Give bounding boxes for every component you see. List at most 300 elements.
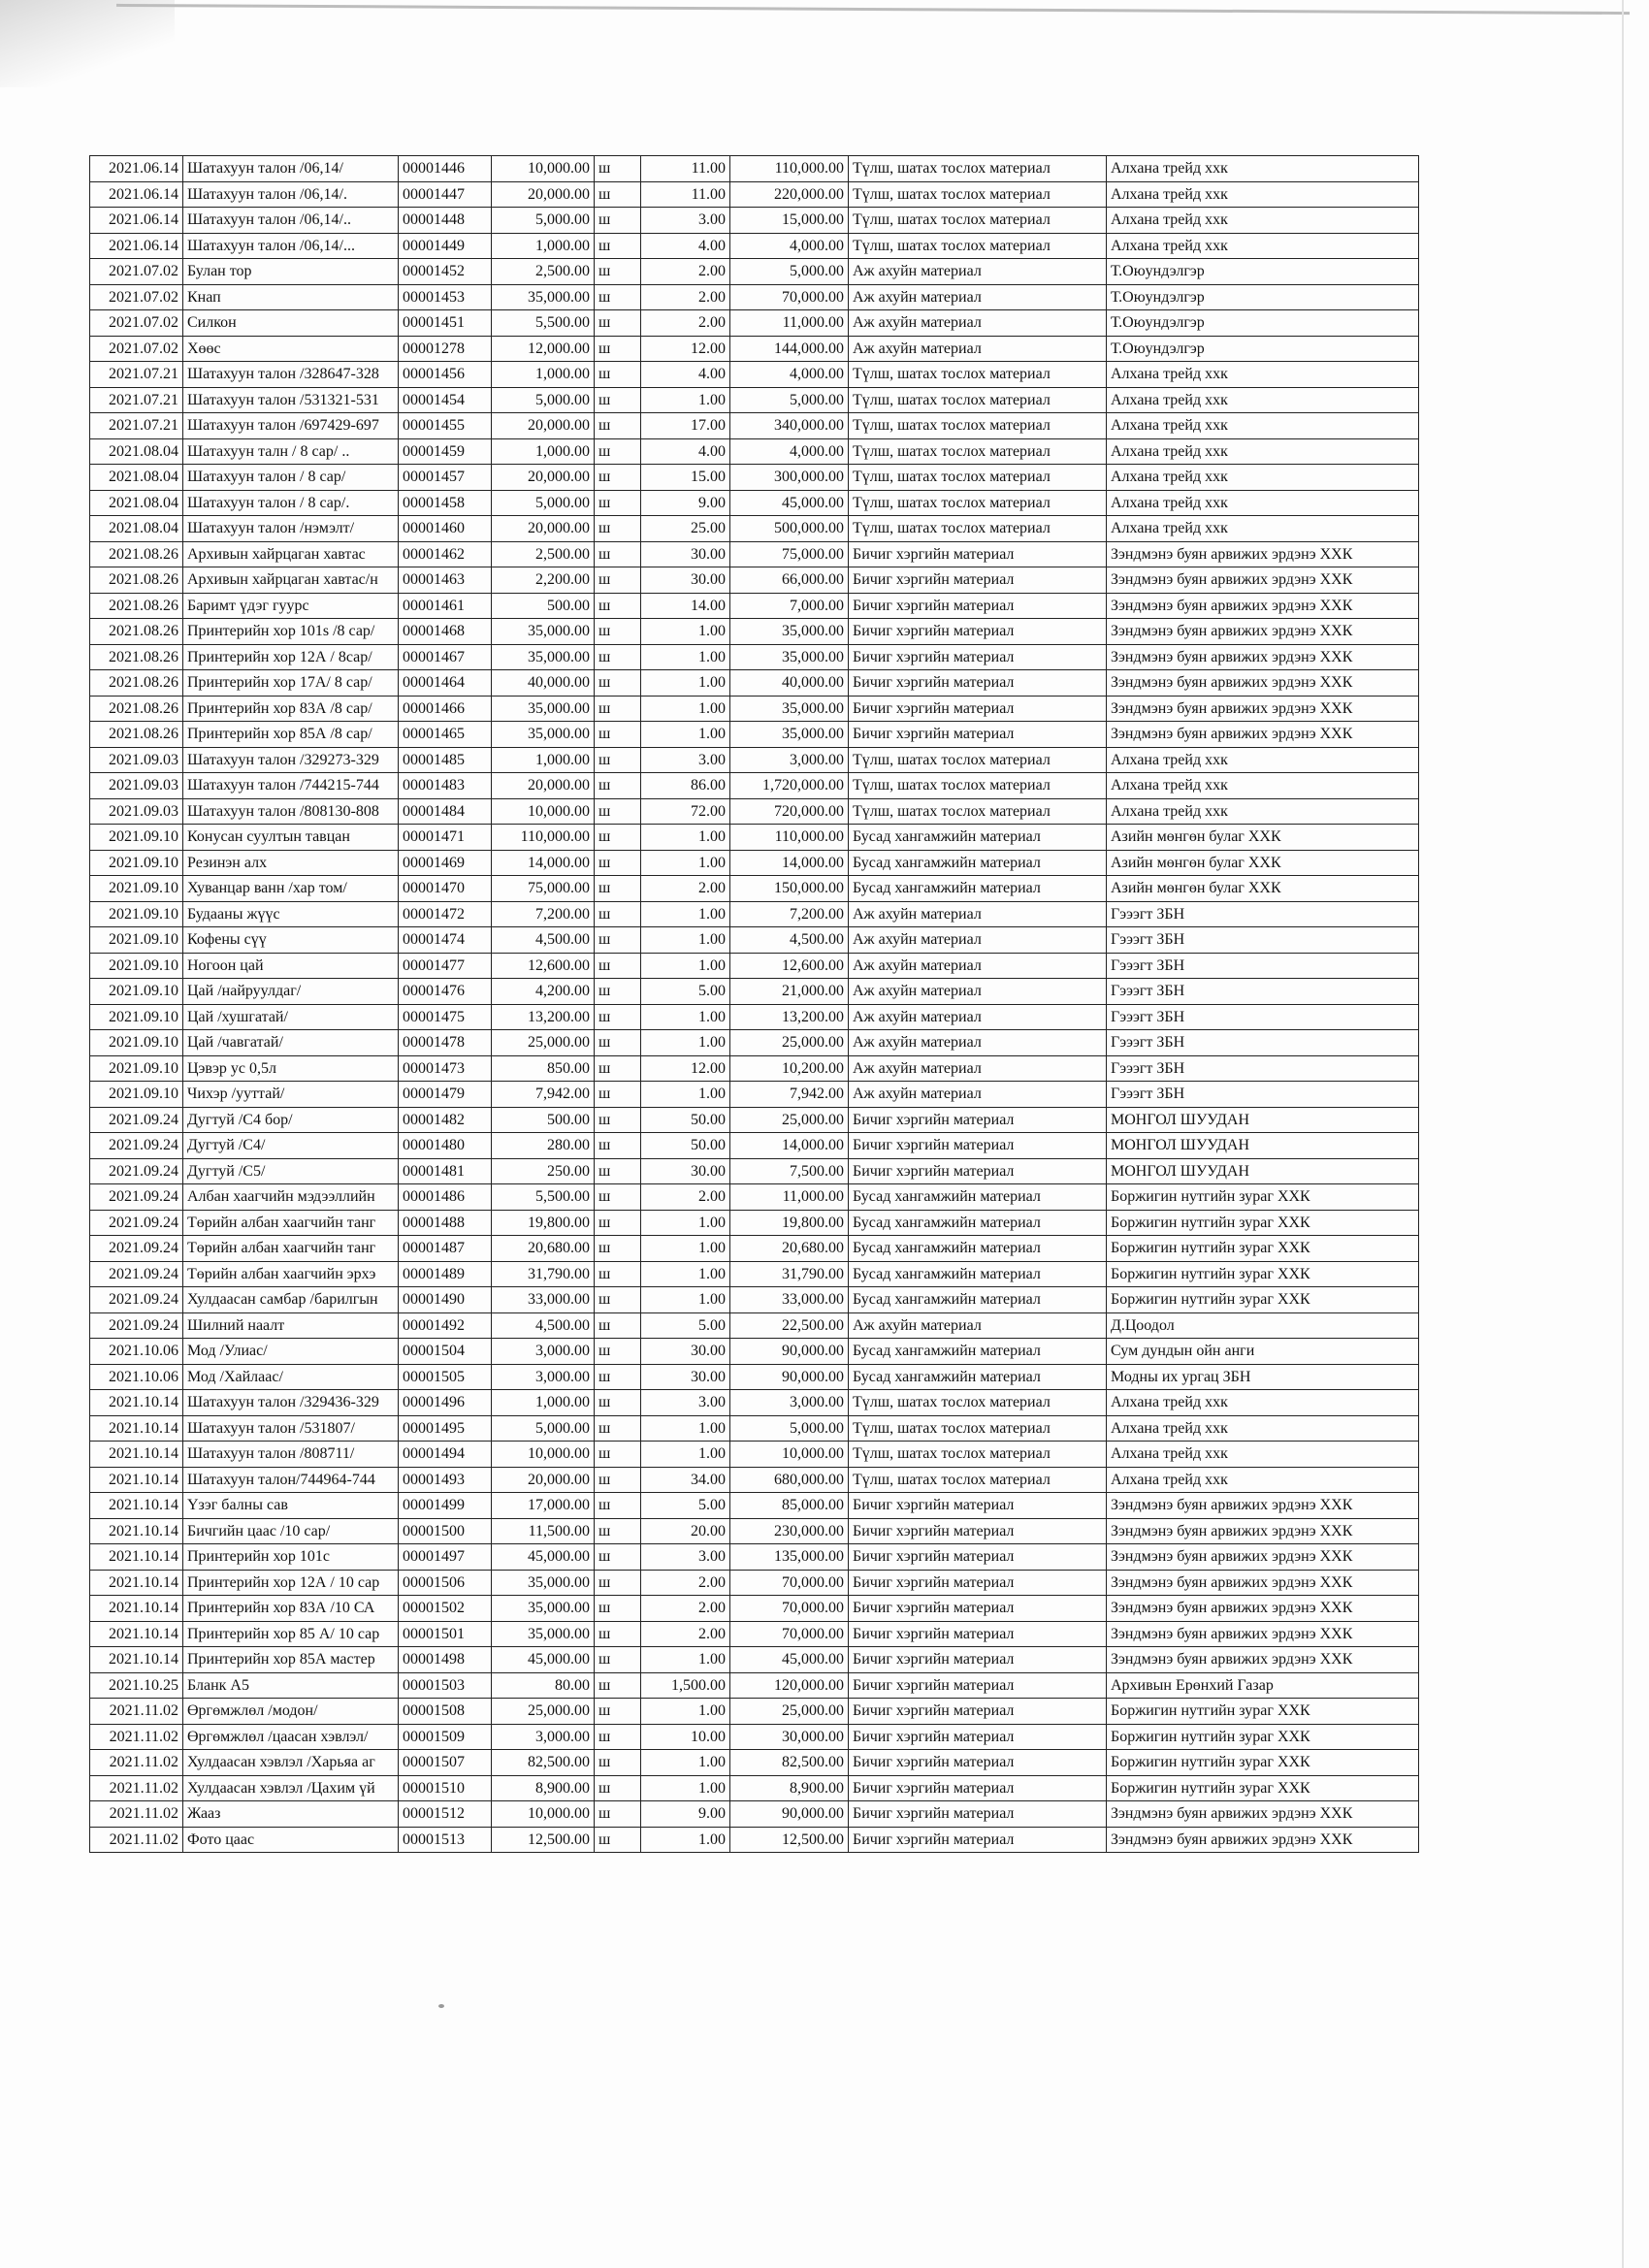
item-name-cell: Цай /чавгатай/	[183, 1030, 399, 1056]
unit-cell: ш	[595, 208, 641, 234]
category-cell: Бичиг хэргийн материал	[849, 722, 1107, 748]
category-cell: Аж ахуйн материал	[849, 927, 1107, 954]
amount-cell: 7,500.00	[730, 1158, 849, 1184]
amount-cell: 20,680.00	[730, 1236, 849, 1262]
item-name-cell: Шатахуун талон /328647-328	[183, 362, 399, 388]
amount-cell: 4,000.00	[730, 233, 849, 259]
item-name-cell: Принтерийн хор 85А мастер	[183, 1647, 399, 1673]
code-cell: 00001460	[399, 516, 492, 542]
table-row	[90, 1672, 1419, 1699]
category-cell: Бичиг хэргийн материал	[849, 1775, 1107, 1801]
unit-cell: ш	[595, 1544, 641, 1571]
table-row	[90, 747, 1419, 773]
quantity-cell: 1.00	[641, 927, 730, 954]
supplier-cell: Азийн мөнгөн булаг ХХК	[1107, 850, 1419, 876]
category-cell: Түлш, шатах тослох материал	[849, 208, 1107, 234]
item-name-cell: Бичгийн цаас /10 сар/	[183, 1518, 399, 1544]
unit-price-cell: 1,000.00	[492, 233, 595, 259]
category-cell: Бичиг хэргийн материал	[849, 593, 1107, 619]
table-row	[90, 1312, 1419, 1339]
unit-price-cell: 31,790.00	[492, 1261, 595, 1287]
item-name-cell: Шатахуун талон /531807/	[183, 1415, 399, 1442]
code-cell: 00001500	[399, 1518, 492, 1544]
date-cell: 2021.09.24	[90, 1261, 183, 1287]
table-row	[90, 1699, 1419, 1725]
supplier-cell: Боржигин нутгийн зураг ХХК	[1107, 1184, 1419, 1211]
category-cell: Түлш, шатах тослох материал	[849, 438, 1107, 465]
date-cell: 2021.10.14	[90, 1518, 183, 1544]
item-name-cell: Шатахуун талон /06,14/..	[183, 208, 399, 234]
ledger-table	[89, 155, 1419, 1853]
unit-price-cell: 1,000.00	[492, 362, 595, 388]
date-cell: 2021.10.14	[90, 1442, 183, 1468]
date-cell: 2021.10.06	[90, 1339, 183, 1365]
code-cell: 00001489	[399, 1261, 492, 1287]
code-cell: 00001487	[399, 1236, 492, 1262]
supplier-cell: Боржигин нутгийн зураг ХХК	[1107, 1724, 1419, 1750]
item-name-cell: Хулдаасан хэвлэл /Цахим үй	[183, 1775, 399, 1801]
date-cell: 2021.09.10	[90, 850, 183, 876]
quantity-cell: 2.00	[641, 1570, 730, 1596]
date-cell: 2021.10.14	[90, 1570, 183, 1596]
date-cell: 2021.09.10	[90, 825, 183, 851]
table-row	[90, 465, 1419, 491]
quantity-cell: 1.00	[641, 1082, 730, 1108]
unit-cell: ш	[595, 1030, 641, 1056]
unit-cell: ш	[595, 490, 641, 516]
item-name-cell: Шатахуун талон / 8 сар/.	[183, 490, 399, 516]
amount-cell: 7,200.00	[730, 901, 849, 927]
code-cell: 00001510	[399, 1775, 492, 1801]
unit-price-cell: 10,000.00	[492, 1801, 595, 1828]
date-cell: 2021.09.10	[90, 1030, 183, 1056]
table-row	[90, 1210, 1419, 1236]
ledger-body	[90, 156, 1419, 1853]
scan-edge-right	[1622, 0, 1624, 2268]
category-cell: Бусад хангамжийн материал	[849, 850, 1107, 876]
table-row	[90, 798, 1419, 825]
unit-price-cell: 3,000.00	[492, 1339, 595, 1365]
unit-cell: ш	[595, 310, 641, 337]
quantity-cell: 2.00	[641, 1184, 730, 1211]
supplier-cell: Д.Цоодол	[1107, 1312, 1419, 1339]
amount-cell: 340,000.00	[730, 413, 849, 439]
item-name-cell: Цай /найруулдаг/	[183, 979, 399, 1005]
date-cell: 2021.08.26	[90, 722, 183, 748]
unit-price-cell: 80.00	[492, 1672, 595, 1699]
quantity-cell: 1.00	[641, 696, 730, 722]
supplier-cell: Алхана трейд ххк	[1107, 387, 1419, 413]
quantity-cell: 12.00	[641, 336, 730, 362]
table-row	[90, 644, 1419, 670]
supplier-cell: Сум дундын ойн анги	[1107, 1339, 1419, 1365]
table-row	[90, 850, 1419, 876]
table-row	[90, 567, 1419, 594]
supplier-cell: Гэээгт ЗБН	[1107, 979, 1419, 1005]
amount-cell: 5,000.00	[730, 387, 849, 413]
amount-cell: 110,000.00	[730, 825, 849, 851]
unit-cell: ш	[595, 362, 641, 388]
category-cell: Түлш, шатах тослох материал	[849, 747, 1107, 773]
unit-cell: ш	[595, 1210, 641, 1236]
date-cell: 2021.09.24	[90, 1312, 183, 1339]
supplier-cell: Модны их ургац ЗБН	[1107, 1364, 1419, 1390]
table-row	[90, 516, 1419, 542]
unit-price-cell: 2,500.00	[492, 541, 595, 567]
unit-price-cell: 12,600.00	[492, 953, 595, 979]
unit-price-cell: 45,000.00	[492, 1544, 595, 1571]
table-row	[90, 1493, 1419, 1519]
amount-cell: 12,600.00	[730, 953, 849, 979]
unit-price-cell: 35,000.00	[492, 619, 595, 645]
quantity-cell: 2.00	[641, 876, 730, 902]
date-cell: 2021.09.24	[90, 1287, 183, 1313]
quantity-cell: 4.00	[641, 362, 730, 388]
unit-price-cell: 20,000.00	[492, 181, 595, 208]
unit-cell: ш	[595, 1750, 641, 1776]
table-row	[90, 1621, 1419, 1647]
amount-cell: 33,000.00	[730, 1287, 849, 1313]
date-cell: 2021.08.26	[90, 619, 183, 645]
unit-cell: ш	[595, 1442, 641, 1468]
code-cell: 00001507	[399, 1750, 492, 1776]
category-cell: Аж ахуйн материал	[849, 1312, 1107, 1339]
unit-price-cell: 7,200.00	[492, 901, 595, 927]
unit-cell: ш	[595, 1133, 641, 1159]
date-cell: 2021.10.14	[90, 1493, 183, 1519]
category-cell: Бичиг хэргийн материал	[849, 696, 1107, 722]
code-cell: 00001466	[399, 696, 492, 722]
date-cell: 2021.11.02	[90, 1775, 183, 1801]
table-row	[90, 979, 1419, 1005]
unit-cell: ш	[595, 1236, 641, 1262]
table-row	[90, 208, 1419, 234]
table-row	[90, 619, 1419, 645]
unit-price-cell: 33,000.00	[492, 1287, 595, 1313]
unit-cell: ш	[595, 798, 641, 825]
date-cell: 2021.09.10	[90, 901, 183, 927]
item-name-cell: Архивын хайрцаган хавтас	[183, 541, 399, 567]
unit-cell: ш	[595, 1647, 641, 1673]
unit-price-cell: 75,000.00	[492, 876, 595, 902]
supplier-cell: МОНГОЛ ШУУДАН	[1107, 1107, 1419, 1133]
item-name-cell: Төрийн албан хаагчийн танг	[183, 1236, 399, 1262]
item-name-cell: Принтерийн хор 101с	[183, 1544, 399, 1571]
date-cell: 2021.07.21	[90, 387, 183, 413]
unit-price-cell: 20,000.00	[492, 773, 595, 799]
amount-cell: 75,000.00	[730, 541, 849, 567]
unit-price-cell: 11,500.00	[492, 1518, 595, 1544]
amount-cell: 144,000.00	[730, 336, 849, 362]
code-cell: 00001459	[399, 438, 492, 465]
supplier-cell: Боржигин нутгийн зураг ХХК	[1107, 1236, 1419, 1262]
unit-cell: ш	[595, 1493, 641, 1519]
date-cell: 2021.09.24	[90, 1158, 183, 1184]
code-cell: 00001508	[399, 1699, 492, 1725]
category-cell: Түлш, шатах тослох материал	[849, 362, 1107, 388]
table-row	[90, 259, 1419, 285]
category-cell: Бусад хангамжийн материал	[849, 1210, 1107, 1236]
code-cell: 00001488	[399, 1210, 492, 1236]
date-cell: 2021.09.24	[90, 1210, 183, 1236]
item-name-cell: Баримт үдэг гуурс	[183, 593, 399, 619]
unit-price-cell: 3,000.00	[492, 1364, 595, 1390]
amount-cell: 14,000.00	[730, 850, 849, 876]
quantity-cell: 5.00	[641, 1312, 730, 1339]
unit-cell: ш	[595, 284, 641, 310]
table-row	[90, 927, 1419, 954]
table-row	[90, 387, 1419, 413]
page-fold-shadow	[0, 0, 175, 87]
code-cell: 00001454	[399, 387, 492, 413]
date-cell: 2021.09.10	[90, 1004, 183, 1030]
table-row	[90, 1544, 1419, 1571]
table-row	[90, 1133, 1419, 1159]
table-row	[90, 1570, 1419, 1596]
table-row	[90, 490, 1419, 516]
unit-cell: ш	[595, 773, 641, 799]
unit-cell: ш	[595, 541, 641, 567]
table-row	[90, 336, 1419, 362]
supplier-cell: Алхана трейд ххк	[1107, 747, 1419, 773]
unit-price-cell: 20,000.00	[492, 413, 595, 439]
unit-price-cell: 280.00	[492, 1133, 595, 1159]
code-cell: 00001484	[399, 798, 492, 825]
unit-price-cell: 25,000.00	[492, 1030, 595, 1056]
category-cell: Бусад хангамжийн материал	[849, 825, 1107, 851]
quantity-cell: 1.00	[641, 901, 730, 927]
unit-price-cell: 12,500.00	[492, 1827, 595, 1853]
supplier-cell: Зэндмэнэ буян арвижих эрдэнэ ХХК	[1107, 1647, 1419, 1673]
supplier-cell: МОНГОЛ ШУУДАН	[1107, 1158, 1419, 1184]
item-name-cell: Кофены сүү	[183, 927, 399, 954]
category-cell: Түлш, шатах тослох материал	[849, 181, 1107, 208]
unit-cell: ш	[595, 1055, 641, 1082]
quantity-cell: 5.00	[641, 979, 730, 1005]
unit-cell: ш	[595, 1672, 641, 1699]
amount-cell: 230,000.00	[730, 1518, 849, 1544]
item-name-cell: Шатахуун талон/744964-744	[183, 1467, 399, 1493]
table-row	[90, 670, 1419, 697]
amount-cell: 8,900.00	[730, 1775, 849, 1801]
supplier-cell: Архивын Ерөнхий Газар	[1107, 1672, 1419, 1699]
unit-cell: ш	[595, 722, 641, 748]
quantity-cell: 2.00	[641, 310, 730, 337]
code-cell: 00001512	[399, 1801, 492, 1828]
quantity-cell: 1.00	[641, 644, 730, 670]
table-row	[90, 1004, 1419, 1030]
quantity-cell: 30.00	[641, 1158, 730, 1184]
category-cell: Аж ахуйн материал	[849, 901, 1107, 927]
code-cell: 00001472	[399, 901, 492, 927]
category-cell: Бусад хангамжийн материал	[849, 1236, 1107, 1262]
item-name-cell: Хуванцар ванн /хар том/	[183, 876, 399, 902]
date-cell: 2021.11.02	[90, 1827, 183, 1853]
amount-cell: 40,000.00	[730, 670, 849, 697]
supplier-cell: Зэндмэнэ буян арвижих эрдэнэ ХХК	[1107, 567, 1419, 594]
code-cell: 00001467	[399, 644, 492, 670]
amount-cell: 45,000.00	[730, 1647, 849, 1673]
date-cell: 2021.10.06	[90, 1364, 183, 1390]
table-row	[90, 1390, 1419, 1416]
unit-price-cell: 5,000.00	[492, 490, 595, 516]
item-name-cell: Төрийн албан хаагчийн эрхэ	[183, 1261, 399, 1287]
item-name-cell: Өргөмжлөл /модон/	[183, 1699, 399, 1725]
supplier-cell: Зэндмэнэ буян арвижих эрдэнэ ХХК	[1107, 619, 1419, 645]
code-cell: 00001483	[399, 773, 492, 799]
table-row	[90, 541, 1419, 567]
code-cell: 00001495	[399, 1415, 492, 1442]
category-cell: Бусад хангамжийн материал	[849, 876, 1107, 902]
table-row	[90, 901, 1419, 927]
supplier-cell: Зэндмэнэ буян арвижих эрдэнэ ХХК	[1107, 696, 1419, 722]
amount-cell: 5,000.00	[730, 1415, 849, 1442]
code-cell: 00001452	[399, 259, 492, 285]
date-cell: 2021.08.04	[90, 516, 183, 542]
category-cell: Бичиг хэргийн материал	[849, 1827, 1107, 1853]
supplier-cell: Боржигин нутгийн зураг ХХК	[1107, 1775, 1419, 1801]
date-cell: 2021.07.21	[90, 362, 183, 388]
category-cell: Бичиг хэргийн материал	[849, 1724, 1107, 1750]
date-cell: 2021.08.04	[90, 490, 183, 516]
amount-cell: 300,000.00	[730, 465, 849, 491]
date-cell: 2021.10.14	[90, 1467, 183, 1493]
quantity-cell: 1.00	[641, 1210, 730, 1236]
category-cell: Түлш, шатах тослох материал	[849, 156, 1107, 182]
unit-price-cell: 4,200.00	[492, 979, 595, 1005]
date-cell: 2021.08.04	[90, 438, 183, 465]
unit-cell: ш	[595, 927, 641, 954]
table-row	[90, 1287, 1419, 1313]
date-cell: 2021.08.26	[90, 567, 183, 594]
unit-price-cell: 35,000.00	[492, 644, 595, 670]
table-row	[90, 1750, 1419, 1776]
unit-cell: ш	[595, 1596, 641, 1622]
quantity-cell: 1.00	[641, 1004, 730, 1030]
unit-price-cell: 45,000.00	[492, 1647, 595, 1673]
unit-price-cell: 2,200.00	[492, 567, 595, 594]
code-cell: 00001465	[399, 722, 492, 748]
amount-cell: 4,000.00	[730, 362, 849, 388]
item-name-cell: Шатахуун талон /531321-531	[183, 387, 399, 413]
quantity-cell: 1.00	[641, 619, 730, 645]
code-cell: 00001449	[399, 233, 492, 259]
code-cell: 00001474	[399, 927, 492, 954]
unit-cell: ш	[595, 850, 641, 876]
item-name-cell: Принтерийн хор 101s /8 сар/	[183, 619, 399, 645]
item-name-cell: Принтерийн хор 12А / 10 сар	[183, 1570, 399, 1596]
supplier-cell: Алхана трейд ххк	[1107, 490, 1419, 516]
quantity-cell: 1.00	[641, 1236, 730, 1262]
unit-cell: ш	[595, 1184, 641, 1211]
category-cell: Бичиг хэргийн материал	[849, 541, 1107, 567]
category-cell: Бичиг хэргийн материал	[849, 670, 1107, 697]
unit-cell: ш	[595, 593, 641, 619]
quantity-cell: 2.00	[641, 284, 730, 310]
unit-cell: ш	[595, 1775, 641, 1801]
item-name-cell: Конусан суултын тавцан	[183, 825, 399, 851]
item-name-cell: Шатахуун талон /808711/	[183, 1442, 399, 1468]
amount-cell: 35,000.00	[730, 644, 849, 670]
table-row	[90, 413, 1419, 439]
unit-cell: ш	[595, 1312, 641, 1339]
supplier-cell: Алхана трейд ххк	[1107, 798, 1419, 825]
category-cell: Түлш, шатах тослох материал	[849, 1415, 1107, 1442]
item-name-cell: Хулдаасан самбар /барилгын	[183, 1287, 399, 1313]
category-cell: Аж ахуйн материал	[849, 1004, 1107, 1030]
category-cell: Бичиг хэргийн материал	[849, 1596, 1107, 1622]
table-row	[90, 1107, 1419, 1133]
table-row	[90, 233, 1419, 259]
quantity-cell: 1.00	[641, 1030, 730, 1056]
supplier-cell: Боржигин нутгийн зураг ХХК	[1107, 1750, 1419, 1776]
table-row	[90, 1261, 1419, 1287]
item-name-cell: Принтерийн хор 85А /8 сар/	[183, 722, 399, 748]
item-name-cell: Шатахуун талон /697429-697	[183, 413, 399, 439]
code-cell: 00001496	[399, 1390, 492, 1416]
amount-cell: 30,000.00	[730, 1724, 849, 1750]
item-name-cell: Жааз	[183, 1801, 399, 1828]
date-cell: 2021.06.14	[90, 208, 183, 234]
date-cell: 2021.10.14	[90, 1621, 183, 1647]
code-cell: 00001473	[399, 1055, 492, 1082]
supplier-cell: Алхана трейд ххк	[1107, 156, 1419, 182]
date-cell: 2021.08.04	[90, 465, 183, 491]
date-cell: 2021.09.10	[90, 979, 183, 1005]
item-name-cell: Шатахуун талон /329273-329	[183, 747, 399, 773]
date-cell: 2021.07.02	[90, 259, 183, 285]
date-cell: 2021.10.25	[90, 1672, 183, 1699]
item-name-cell: Шатахуун талн / 8 сар/ ..	[183, 438, 399, 465]
code-cell: 00001278	[399, 336, 492, 362]
unit-price-cell: 5,000.00	[492, 1415, 595, 1442]
unit-price-cell: 12,000.00	[492, 336, 595, 362]
date-cell: 2021.09.10	[90, 876, 183, 902]
amount-cell: 90,000.00	[730, 1364, 849, 1390]
item-name-cell: Дугтуй /С4/	[183, 1133, 399, 1159]
quantity-cell: 5.00	[641, 1493, 730, 1519]
quantity-cell: 1.00	[641, 850, 730, 876]
date-cell: 2021.10.14	[90, 1647, 183, 1673]
unit-cell: ш	[595, 670, 641, 697]
code-cell: 00001461	[399, 593, 492, 619]
quantity-cell: 30.00	[641, 567, 730, 594]
code-cell: 00001453	[399, 284, 492, 310]
supplier-cell: Зэндмэнэ буян арвижих эрдэнэ ХХК	[1107, 1621, 1419, 1647]
unit-price-cell: 5,500.00	[492, 1184, 595, 1211]
amount-cell: 5,000.00	[730, 259, 849, 285]
amount-cell: 10,200.00	[730, 1055, 849, 1082]
quantity-cell: 9.00	[641, 1801, 730, 1828]
item-name-cell: Бланк А5	[183, 1672, 399, 1699]
quantity-cell: 20.00	[641, 1518, 730, 1544]
unit-cell: ш	[595, 465, 641, 491]
quantity-cell: 12.00	[641, 1055, 730, 1082]
unit-price-cell: 5,000.00	[492, 208, 595, 234]
amount-cell: 7,942.00	[730, 1082, 849, 1108]
date-cell: 2021.09.03	[90, 747, 183, 773]
item-name-cell: Төрийн албан хаагчийн танг	[183, 1210, 399, 1236]
code-cell: 00001457	[399, 465, 492, 491]
table-row	[90, 773, 1419, 799]
table-row	[90, 1647, 1419, 1673]
unit-cell: ш	[595, 876, 641, 902]
unit-cell: ш	[595, 567, 641, 594]
code-cell: 00001447	[399, 181, 492, 208]
table-row	[90, 696, 1419, 722]
item-name-cell: Өргөмжлөл /цаасан хэвлэл/	[183, 1724, 399, 1750]
date-cell: 2021.10.14	[90, 1544, 183, 1571]
